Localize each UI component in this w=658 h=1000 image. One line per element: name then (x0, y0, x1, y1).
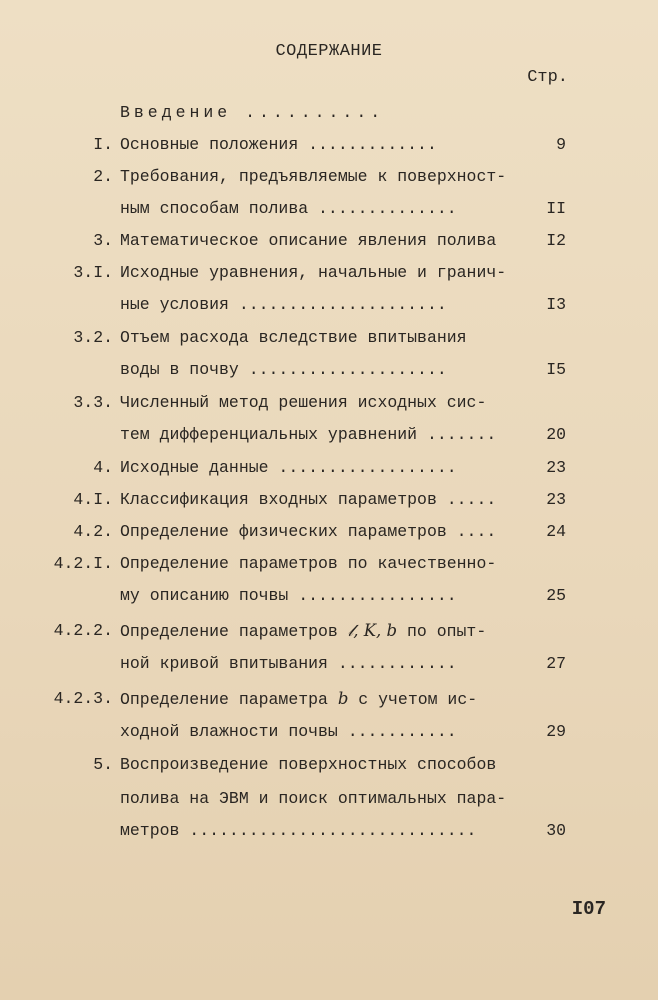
page-ref: 20 (546, 425, 566, 444)
section-title (120, 683, 477, 716)
toc-entry (0, 452, 658, 484)
section-title: Отъем расхода вследствие впитывания (120, 328, 467, 347)
section-title: Численный метод решения исходных сис- (120, 393, 487, 412)
section-title-part: по опыт- (397, 622, 487, 641)
section-title-part: с учетом ис- (348, 690, 478, 709)
section-title: ной кривой впитывания ............ (120, 654, 457, 673)
section-number: 5. (93, 755, 113, 774)
toc-entry (0, 129, 658, 161)
section-title: Определение параметров по качественно- (120, 554, 497, 573)
section-title: Классификация входных параметров ..... (120, 490, 497, 509)
toc-entry (0, 580, 658, 612)
toc-entry (0, 161, 658, 193)
math-symbols: b (337, 689, 349, 708)
section-number: 4.2.I. (53, 554, 113, 573)
section-title: Математическое описание явления полива (120, 231, 497, 250)
page-ref: 27 (546, 654, 566, 673)
section-title: ные условия ..................... (120, 295, 447, 314)
toc-entry (0, 716, 658, 748)
section-number: 3. (93, 231, 113, 250)
toc-entry (0, 289, 658, 321)
section-title: Введение .......... (120, 103, 385, 122)
section-title: Основные положения ............. (120, 135, 437, 154)
page-ref: I5 (546, 360, 566, 379)
toc-entry (0, 257, 658, 289)
section-title (120, 615, 486, 648)
toc-entry (0, 97, 658, 129)
page-ref: 23 (546, 458, 566, 477)
page-ref: II (546, 199, 566, 218)
section-title: тем дифференциальных уравнений ....... (120, 425, 497, 444)
toc-entry (0, 783, 658, 815)
toc-entry (0, 225, 658, 257)
page-ref: 24 (546, 522, 566, 541)
toc-entry (0, 516, 658, 548)
section-title: Исходные данные .................. (120, 458, 457, 477)
toc-entry (0, 354, 658, 386)
toc-entry (0, 749, 658, 781)
section-title: му описанию почвы ................ (120, 586, 457, 605)
page-column-header: Стр. (527, 68, 568, 87)
toc-entry (0, 683, 658, 715)
toc-entry (0, 484, 658, 516)
page-ref: I2 (546, 231, 566, 250)
section-number: 3.3. (73, 393, 113, 412)
toc-entry (0, 419, 658, 451)
section-number: 3.2. (73, 328, 113, 347)
toc-entry (0, 815, 658, 847)
section-title: Исходные уравнения, начальные и гранич- (120, 263, 507, 282)
section-title: Воспроизведение поверхностных способов (120, 755, 497, 774)
section-title-part: Определение параметров (120, 622, 348, 641)
page-ref: 30 (546, 821, 566, 840)
section-number: I. (93, 135, 113, 154)
page-ref: 23 (546, 490, 566, 509)
toc-entry (0, 548, 658, 580)
section-number: 3.I. (73, 263, 113, 282)
toc-entry (0, 648, 658, 680)
section-number: 4.2.2. (53, 621, 113, 640)
page-ref: I3 (546, 295, 566, 314)
section-title: полива на ЭВМ и поиск оптимальных пара- (120, 789, 507, 808)
section-title: ходной влажности почвы ........... (120, 722, 457, 741)
page-ref: 29 (546, 722, 566, 741)
toc-entry (0, 193, 658, 225)
section-number: 2. (93, 167, 113, 186)
section-number: 4.2.3. (53, 689, 113, 708)
section-title: Определение физических параметров .... (120, 522, 497, 541)
toc-entry (0, 387, 658, 419)
section-number: 4. (93, 458, 113, 477)
section-title-part: Определение параметра (120, 690, 338, 709)
page-number: I07 (571, 898, 606, 920)
page-ref: 9 (556, 135, 566, 154)
section-title: Требования, предъявляемые к поверхност- (120, 167, 507, 186)
section-title: ным способам полива .............. (120, 199, 457, 218)
section-number: 4.I. (73, 490, 113, 509)
page-title: СОДЕРЖАНИЕ (275, 42, 383, 61)
math-symbols: 𝓁, K, b (347, 621, 398, 640)
section-title: воды в почву .................... (120, 360, 447, 379)
section-number: 4.2. (73, 522, 113, 541)
section-title: метров ............................. (120, 821, 477, 840)
toc-entry (0, 615, 658, 647)
toc-entry (0, 322, 658, 354)
page-ref: 25 (546, 586, 566, 605)
